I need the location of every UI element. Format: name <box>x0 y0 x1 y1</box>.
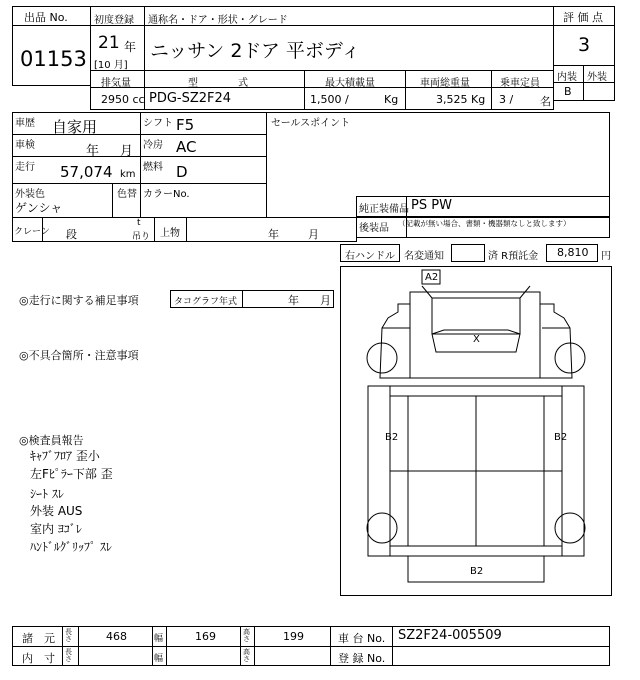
aftermarket-label: 後装品 <box>359 223 389 234</box>
width-value: 169 <box>195 630 216 643</box>
tachograph-year-unit: 年 <box>288 294 299 307</box>
inner-width-label: 幅 <box>154 654 164 664</box>
fuel-label: 燃料 <box>143 162 163 173</box>
gross-weight-label: 車両総重量 <box>420 78 470 89</box>
inspection-year-unit: 年 <box>86 144 100 159</box>
model-name: ニッサン 2ドア 平ボディ <box>150 40 361 62</box>
rear-right-wheel <box>555 513 585 543</box>
history-label: 車歴 <box>15 118 35 129</box>
height-value: 199 <box>283 630 304 643</box>
first-reg-label: 初度登録 <box>94 15 134 26</box>
length-label: 長さ <box>65 628 72 643</box>
diagram-mark-right: B2 <box>554 432 568 443</box>
specs-label: 諸 元 <box>22 632 55 645</box>
shift-value: F5 <box>176 116 195 134</box>
interior-label: 内装 <box>557 72 577 83</box>
inspector-line: ﾊﾝﾄﾞﾙｸﾞﾘｯﾌﾟ ｽﾚ <box>30 540 112 554</box>
stage-label: 段 <box>66 228 77 241</box>
inspection-month-unit: 月 <box>120 144 134 159</box>
capacity-value: 3 / <box>499 93 514 106</box>
model-label: 通称名・ドア・形状・グレード <box>148 15 288 26</box>
front-right-wheel <box>555 343 585 373</box>
inspector-line: 室内 ﾖｺﾞﾚ <box>30 522 82 536</box>
rating-value: 3 <box>578 34 591 56</box>
equipment-label: 純正装備品 <box>359 204 409 215</box>
first-reg-month: [10 月] <box>94 60 128 71</box>
inner-label: 内 寸 <box>22 652 55 665</box>
length-value: 468 <box>106 630 127 643</box>
deposit-unit: 円 <box>601 251 611 262</box>
deposit-label: 済 R預託金 <box>488 251 539 262</box>
inspector-line: ｷｬﾌﾞﾌﾛｱ 歪小 <box>30 449 100 463</box>
first-reg-year: 21 <box>98 33 120 53</box>
inspector-line: 外装 AUS <box>30 504 83 518</box>
gross-weight-value: 3,525 Kg <box>436 93 486 106</box>
capacity-unit: 名 <box>540 95 551 108</box>
mileage-unit: km <box>120 169 136 180</box>
inspector-line: ｼｰﾄ ｽﾚ <box>30 487 64 501</box>
lift-label: 吊り <box>132 232 151 242</box>
steering-value: 右ハンドル <box>345 251 395 262</box>
sales-point-label: セールスポイント <box>271 118 351 129</box>
mileage-label: 走行 <box>15 162 35 173</box>
mileage-value: 57,074 <box>60 163 113 181</box>
model-code-value: PDG-SZ2F24 <box>149 91 232 106</box>
tachograph-label: タコグラフ年式 <box>174 297 238 307</box>
exterior-color-value: ゲンシャ <box>15 201 63 215</box>
inspection-label: 車検 <box>15 140 35 151</box>
chassis-value: SZ2F24-005509 <box>398 628 502 643</box>
cab-roof <box>432 298 520 334</box>
supplement-label: ◎走行に関する補足事項 <box>19 294 139 307</box>
exterior-color-label: 外装色 <box>15 189 45 200</box>
height-label: 高さ <box>243 628 250 643</box>
history-value: 自家用 <box>52 118 98 136</box>
inspector-line: 左Fﾋﾟﾗｰ下部 歪 <box>30 467 113 481</box>
name-change-box <box>451 244 485 262</box>
model-code-label: 型 式 <box>188 78 248 89</box>
displacement-value: 2950 cc <box>101 93 145 106</box>
tachograph-month-unit: 月 <box>320 294 331 307</box>
max-load-label: 最大積載量 <box>325 78 375 89</box>
capacity-label: 乗車定員 <box>500 78 540 89</box>
right-side-panel <box>562 386 584 556</box>
color-no-label: 色替 <box>117 189 137 200</box>
diagram-mark-rear: B2 <box>470 566 484 577</box>
diagram-mark-roof: X <box>473 334 480 345</box>
equipment-value: PS PW <box>411 198 452 213</box>
upper-month-unit: 月 <box>308 228 319 241</box>
diagram-mark-left: B2 <box>385 432 399 443</box>
inner-length-label: 長さ <box>65 648 72 663</box>
displacement-label: 排気量 <box>101 78 131 89</box>
interior-value: B <box>564 85 572 98</box>
inspector-label: ◎検査員報告 <box>19 434 84 447</box>
lot-label: 出品 No. <box>24 11 68 24</box>
width-label: 幅 <box>154 634 164 644</box>
reg-no-label: 登 録 No. <box>338 652 386 665</box>
upper-label: 上物 <box>160 228 180 239</box>
ton-label: t <box>137 218 141 228</box>
lot-number: 01153 <box>20 47 87 71</box>
inner-height-label: 高さ <box>243 648 250 663</box>
fuel-value: D <box>176 163 188 181</box>
left-side-panel <box>368 386 390 556</box>
aircon-value: AC <box>176 138 197 156</box>
aftermarket-note: （記載が無い場合、書類・機器類なしと致します） <box>398 219 571 228</box>
deposit-value: 8,810 <box>557 246 589 259</box>
defects-label: ◎不具合箇所・注意事項 <box>19 349 139 362</box>
diagram-mark-top: A2 <box>425 272 439 283</box>
upper-year-unit: 年 <box>268 228 279 241</box>
exterior-label: 外装 <box>587 72 607 83</box>
rating-label: 評 価 点 <box>563 11 603 24</box>
max-load-value: 1,500 / <box>310 93 349 106</box>
vehicle-diagram <box>340 266 612 596</box>
crane-box <box>12 217 357 242</box>
rear-left-wheel <box>367 513 397 543</box>
year-unit: 年 <box>124 40 137 54</box>
chassis-label: 車 台 No. <box>338 632 386 645</box>
crane-label: クレーン <box>14 227 50 237</box>
shift-label: シフト <box>143 118 173 129</box>
color-code-label: カラーNo. <box>143 189 190 200</box>
front-left-wheel <box>367 343 397 373</box>
aircon-label: 冷房 <box>143 140 163 151</box>
name-change-label: 名変通知 <box>404 251 444 262</box>
max-load-unit: Kg <box>384 93 399 106</box>
